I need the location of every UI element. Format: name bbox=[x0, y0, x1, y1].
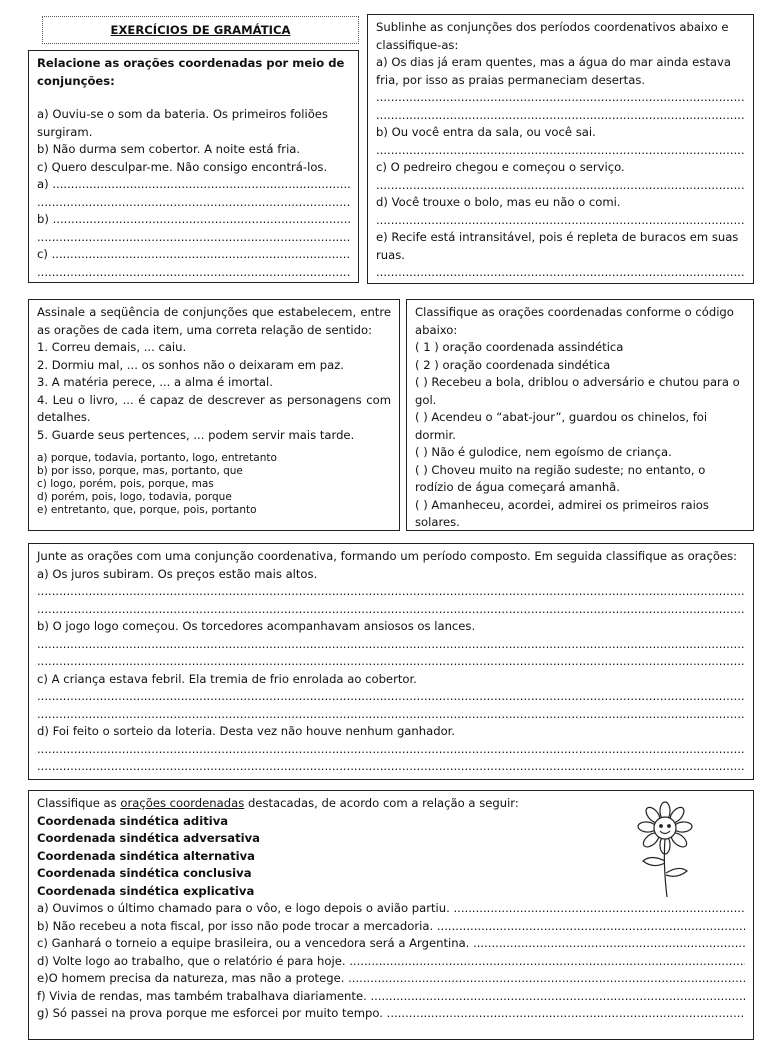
heading-underlined: orações coordenadas bbox=[120, 796, 245, 810]
code-item: ( 1 ) oração coordenada assindética bbox=[415, 340, 624, 354]
list-item: a) Os juros subiram. Os preços estão mais altos. bbox=[37, 566, 318, 581]
type-item: Coordenada sindética conclusiva bbox=[37, 866, 252, 880]
answer-line[interactable] bbox=[37, 229, 350, 247]
answer-line[interactable] bbox=[376, 177, 745, 195]
list-item: 4. Leu o livro, ... é capaz de descrever as personagens com detalhes. bbox=[37, 392, 391, 424]
option-item[interactable]: d) porém, pois, logo, todavia, porque bbox=[37, 491, 232, 503]
exercise-underline bbox=[367, 14, 754, 284]
answer-line[interactable] bbox=[37, 194, 350, 212]
type-item: Coordenada sindética alternativa bbox=[37, 848, 255, 863]
exercise-heading: Junte as orações com uma conjunção coordenativa, formando um período composto. Em seguida classifique as orações: bbox=[37, 549, 738, 563]
list-item: c) Quero desculpar-me. Não consigo encontrá-los. bbox=[37, 159, 328, 174]
answer-line[interactable]: a) Ouvimos o último chamado para o vôo, e logo depois o avião partiu. ..... bbox=[37, 900, 745, 918]
answer-line[interactable] bbox=[376, 107, 745, 125]
answer-line[interactable] bbox=[37, 706, 745, 724]
list-item: c) O pedreiro chegou e começou o serviço. bbox=[376, 160, 625, 174]
type-item: Coordenada sindética aditiva bbox=[37, 813, 229, 828]
exercise-relate bbox=[28, 50, 359, 283]
answer-line[interactable] bbox=[37, 653, 745, 671]
answer-line[interactable] bbox=[37, 741, 745, 759]
option-item[interactable]: c) logo, porém, pois, porque, mas bbox=[37, 478, 214, 490]
list-item[interactable]: ( ) Não é gulodice, nem egoísmo de criança. bbox=[415, 445, 672, 459]
answer-line[interactable] bbox=[37, 636, 745, 654]
exercise-heading: Assinale a seqüência de conjunções que estabelecem, entre as orações de cada item, uma correta relação de sentido: bbox=[37, 305, 391, 337]
option-item[interactable]: e) entretanto, que, porque, pois, portanto bbox=[37, 504, 257, 516]
answer-line[interactable] bbox=[376, 212, 745, 230]
exercise-heading: Classifique as orações coordenadas conforme o código abaixo: bbox=[415, 305, 734, 337]
list-item: e) Recife está intransitável, pois é repleta de buracos em suas ruas. bbox=[376, 230, 739, 262]
list-item: 2. Dormiu mal, ... os sonhos não o deixaram em paz. bbox=[37, 357, 344, 372]
answer-line[interactable]: b) ..... bbox=[37, 211, 350, 229]
code-item: ( 2 ) oração coordenada sindética bbox=[415, 357, 611, 372]
list-item: b) Não durma sem cobertor. A noite está fria. bbox=[37, 142, 301, 156]
exercise-join bbox=[28, 543, 754, 780]
exercise-heading: Classifique as orações coordenadas destacadas, de acordo com a relação a seguir: bbox=[37, 796, 519, 810]
answer-line[interactable] bbox=[37, 264, 350, 282]
answer-line[interactable] bbox=[376, 142, 745, 160]
exercise-classify-code bbox=[406, 299, 754, 531]
list-item: c) A criança estava febril. Ela tremia de frio enrolada ao cobertor. bbox=[37, 671, 417, 686]
answer-line[interactable] bbox=[37, 758, 745, 776]
list-item: 1. Correu demais, ... caiu. bbox=[37, 340, 187, 354]
answer-line[interactable]: g) Só passei na prova porque me esforcei por muito tempo. ..... bbox=[37, 1005, 745, 1023]
sunflower-icon bbox=[629, 799, 701, 901]
answer-line[interactable] bbox=[376, 264, 745, 282]
answer-line[interactable] bbox=[376, 89, 745, 107]
list-item[interactable]: ( ) Acendeu o “abat-jour”, guardou os chinelos, foi dormir. bbox=[415, 410, 708, 442]
exercise-heading: Sublinhe as conjunções dos períodos coordenativos abaixo e classifique-as: bbox=[376, 20, 729, 52]
list-item: b) Ou você entra da sala, ou você sai. bbox=[376, 125, 596, 139]
answer-line[interactable]: b) Não recebeu a nota fiscal, por isso não pode trocar a mercadoria. ..... bbox=[37, 918, 745, 936]
answer-line[interactable]: e)O homem precisa da natureza, mas não a protege. ..... bbox=[37, 970, 745, 988]
list-item[interactable]: ( ) Amanheceu, acordei, admirei os primeiros raios solares. bbox=[415, 497, 709, 529]
answer-line[interactable] bbox=[37, 601, 745, 619]
exercise-sequence bbox=[28, 299, 400, 531]
exercise-heading: Relacione as orações coordenadas por meio de conjunções: bbox=[37, 56, 345, 88]
page-title: EXERCÍCIOS DE GRAMÁTICA bbox=[42, 16, 359, 44]
list-item: d) Você trouxe o bolo, mas eu não o comi. bbox=[376, 195, 621, 209]
answer-line[interactable]: d) Volte logo ao trabalho, que o relatório é para hoje. ..... bbox=[37, 953, 745, 971]
answer-line[interactable]: c) Ganhará o torneio a equipe brasileira, ou a vencedora será a Argentina. ..... bbox=[37, 935, 745, 953]
option-item[interactable]: b) por isso, porque, mas, portanto, que bbox=[37, 465, 243, 477]
list-item: b) O jogo logo começou. Os torcedores acompanhavam ansiosos os lances. bbox=[37, 619, 476, 633]
list-item: 3. A matéria perece, ... a alma é imortal. bbox=[37, 375, 273, 389]
answer-line[interactable] bbox=[37, 688, 745, 706]
list-item: a) Ouviu-se o som da bateria. Os primeiros foliões surgiram. bbox=[37, 107, 328, 139]
list-item: d) Foi feito o sorteio da loteria. Desta vez não houve nenhum ganhador. bbox=[37, 724, 456, 738]
answer-line[interactable]: c) ..... bbox=[37, 246, 350, 264]
type-item: Coordenada sindética adversativa bbox=[37, 831, 260, 845]
list-item[interactable]: ( ) Choveu muito na região sudeste; no entanto, o rodízio de água começará amanhã. bbox=[415, 462, 706, 494]
list-item: 5. Guarde seus pertences, ... podem servir mais tarde. bbox=[37, 427, 355, 442]
option-item[interactable]: a) porque, todavia, portanto, logo, entretanto bbox=[37, 452, 277, 464]
type-item: Coordenada sindética explicativa bbox=[37, 883, 255, 898]
list-item[interactable]: ( ) Recebeu a bola, driblou o adversário e chutou para o gol. bbox=[415, 375, 740, 407]
answer-line[interactable] bbox=[37, 583, 745, 601]
answer-line[interactable]: f) Vivia de rendas, mas também trabalhava diariamente. ..... bbox=[37, 988, 745, 1006]
answer-line[interactable]: a) ..... bbox=[37, 176, 350, 194]
list-item: a) Os dias já eram quentes, mas a água do mar ainda estava fria, por isso as praias permaneciam desertas. bbox=[376, 55, 731, 87]
exercise-classify-types bbox=[28, 790, 754, 1040]
